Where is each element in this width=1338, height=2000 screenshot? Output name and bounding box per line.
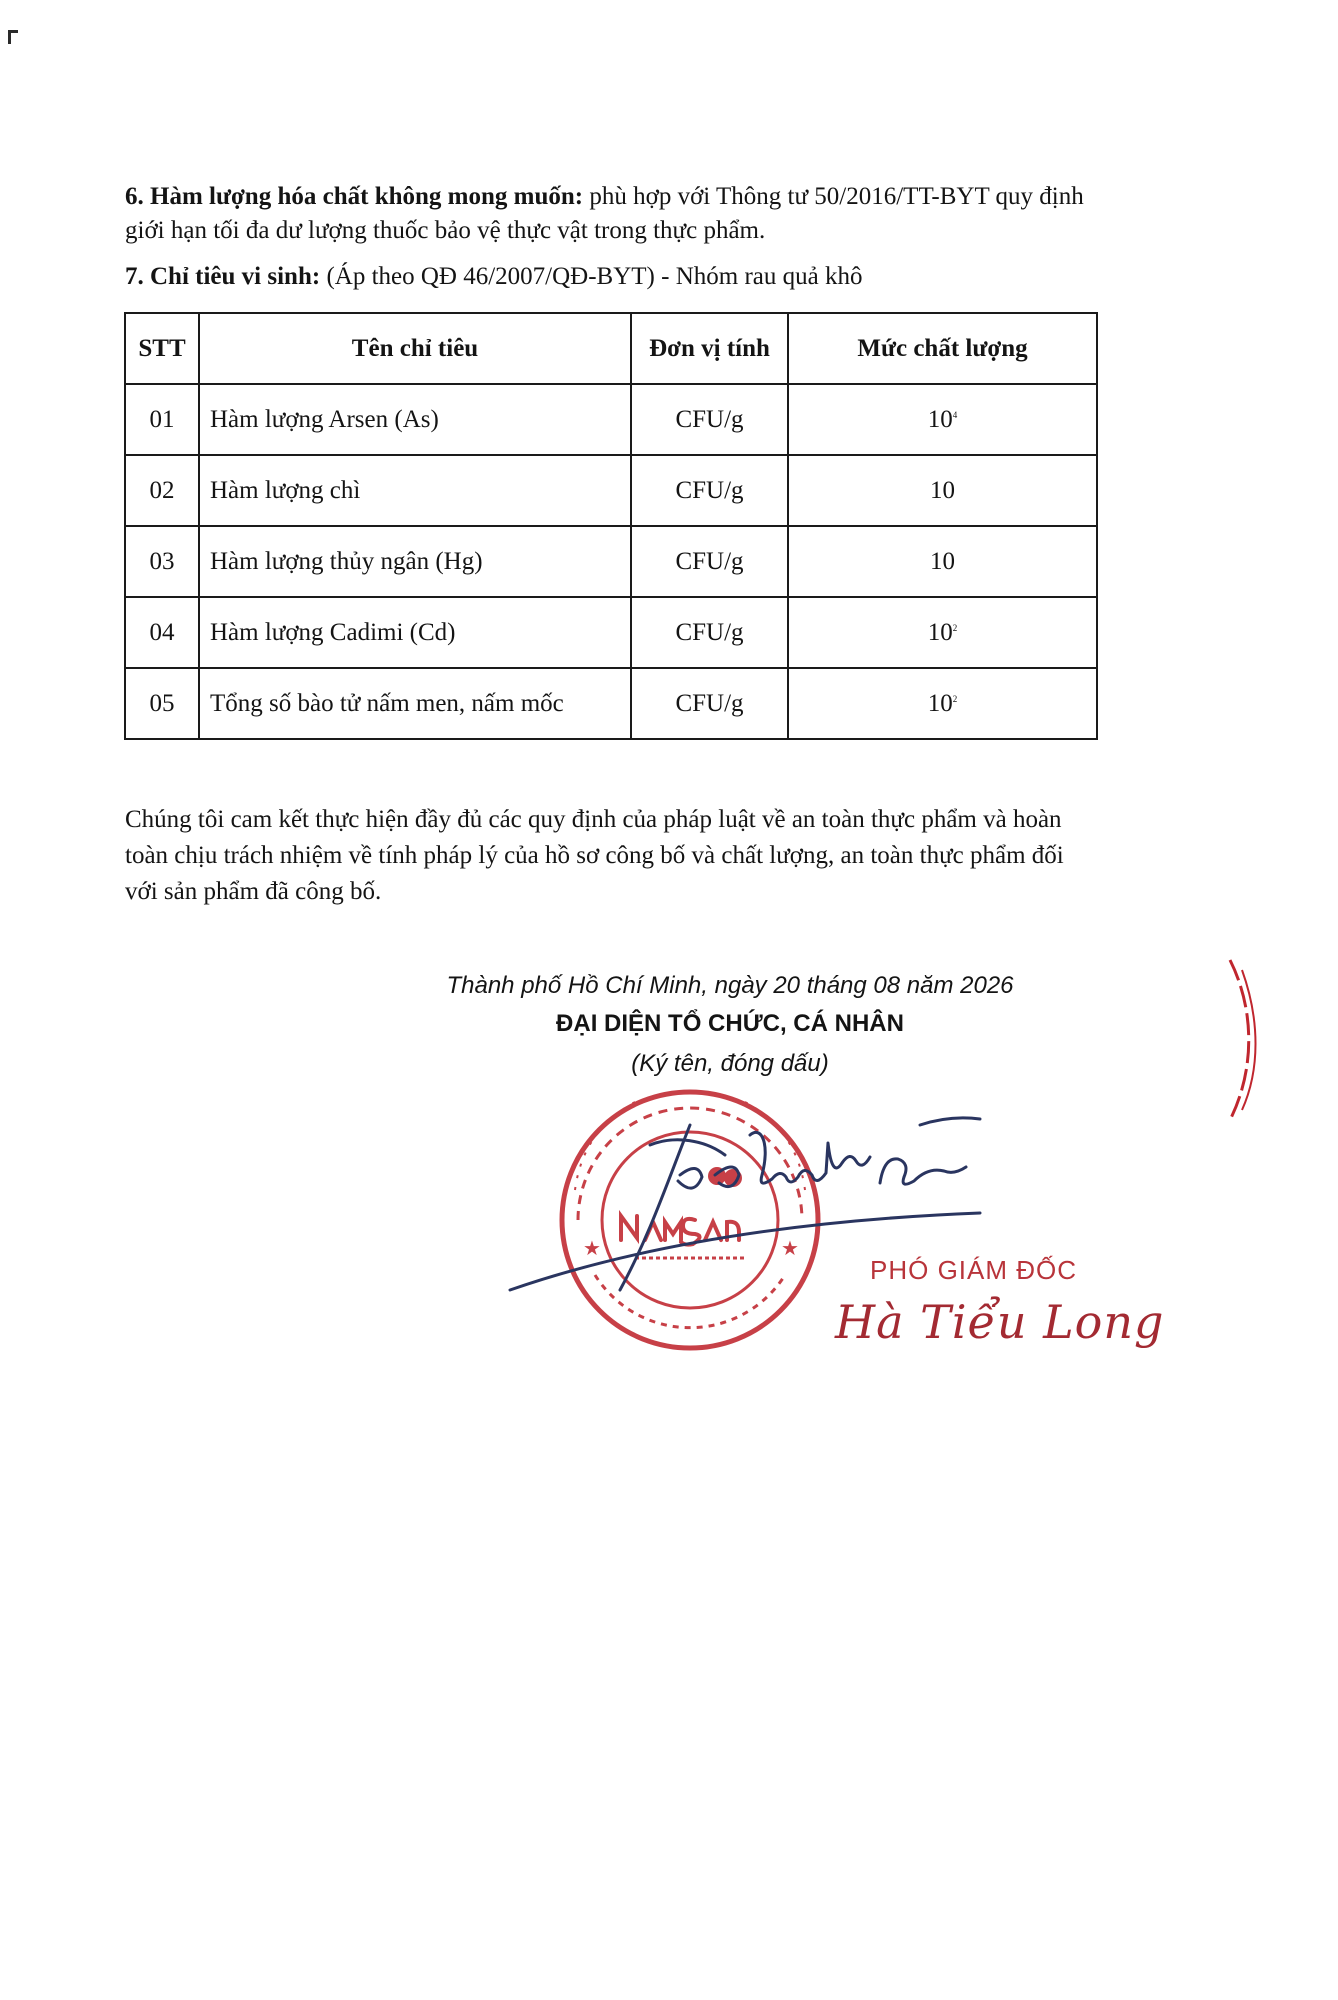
section-6-heading: 6. Hàm lượng hóa chất không mong muốn: [125,183,584,210]
row-value: 10 [927,618,953,646]
header-quality-level: Mức chất lượng [788,313,1097,384]
section-6-body: phù hợp với Thông tư 50/2016/TT-BYT quy định giới hạn tối đa dư lượng thuốc bảo vệ thực vật trong thực phẩm. [125,183,1084,244]
table-row [125,455,1097,526]
row-criteria-name: Hàm lượng chì [199,455,631,526]
row-exponent: 2 [952,622,958,633]
row-criteria-name: Hàm lượng Arsen (As) [199,384,631,455]
table-row [125,526,1097,597]
row-exponent: 4 [952,409,958,420]
header-unit: Đơn vị tính [631,313,788,384]
row-unit: CFU/g [631,597,788,668]
place-date-line: Thành phố Hồ Chí Minh, ngày 20 tháng 08 năm 2026 [446,972,1014,999]
signer-name: Hà Tiểu Long [835,1295,1165,1349]
row-quality-level [788,384,1097,455]
row-stt: 03 [125,526,199,597]
row-stt: 04 [125,597,199,668]
table-row [125,597,1097,668]
row-criteria-name: Hàm lượng thủy ngân (Hg) [199,526,631,597]
table-row [125,384,1097,455]
row-exponent: 2 [952,693,958,704]
table-row [125,668,1097,739]
row-value: 10 [927,689,953,717]
row-value: 10 [930,476,955,504]
row-quality-level [788,526,1097,597]
row-stt: 02 [125,455,199,526]
row-stt: 01 [125,384,199,455]
row-unit: CFU/g [631,384,788,455]
row-criteria-name: Tổng số bào tử nấm men, nấm mốc [199,668,631,739]
svg-text:★: ★ [583,1236,601,1260]
section-7-paragraph [125,260,1085,294]
margin-bracket-mark [1200,950,1280,1130]
signer-title: PHÓ GIÁM ĐỐC [870,1255,1078,1285]
row-unit: CFU/g [631,455,788,526]
row-quality-level [788,455,1097,526]
row-value: 10 [927,405,953,433]
row-quality-level [788,597,1097,668]
row-quality-level [788,668,1097,739]
table-header-row [125,313,1097,384]
scan-corner-mark [8,30,11,44]
svg-text:★: ★ [781,1236,799,1260]
row-unit: CFU/g [631,526,788,597]
row-stt: 05 [125,668,199,739]
row-value: 10 [930,547,955,575]
section-7-heading: 7. Chỉ tiêu vi sinh: [125,263,321,290]
section-6-paragraph [125,180,1085,248]
microbial-criteria-table [124,312,1098,740]
row-criteria-name: Hàm lượng Cadimi (Cd) [199,597,631,668]
representative-role: ĐẠI DIỆN TỔ CHỨC, CÁ NHÂN [556,1010,904,1037]
header-stt: STT [125,313,199,384]
commitment-paragraph: Chúng tôi cam kết thực hiện đầy đủ các quy định của pháp luật về an toàn thực phẩm và hoàn toàn chịu trách nhiệm về tính pháp lý của hồ sơ công bố và chất lượng, an toàn thực phẩm đối với sản phẩm đã công bố. [125,806,1064,905]
row-unit: CFU/g [631,668,788,739]
section-7-body: (Áp theo QĐ 46/2007/QĐ-BYT) - Nhóm rau quả khô [320,263,863,290]
header-criteria-name: Tên chỉ tiêu [199,313,631,384]
sign-seal-note: (Ký tên, đóng dấu) [631,1050,829,1077]
